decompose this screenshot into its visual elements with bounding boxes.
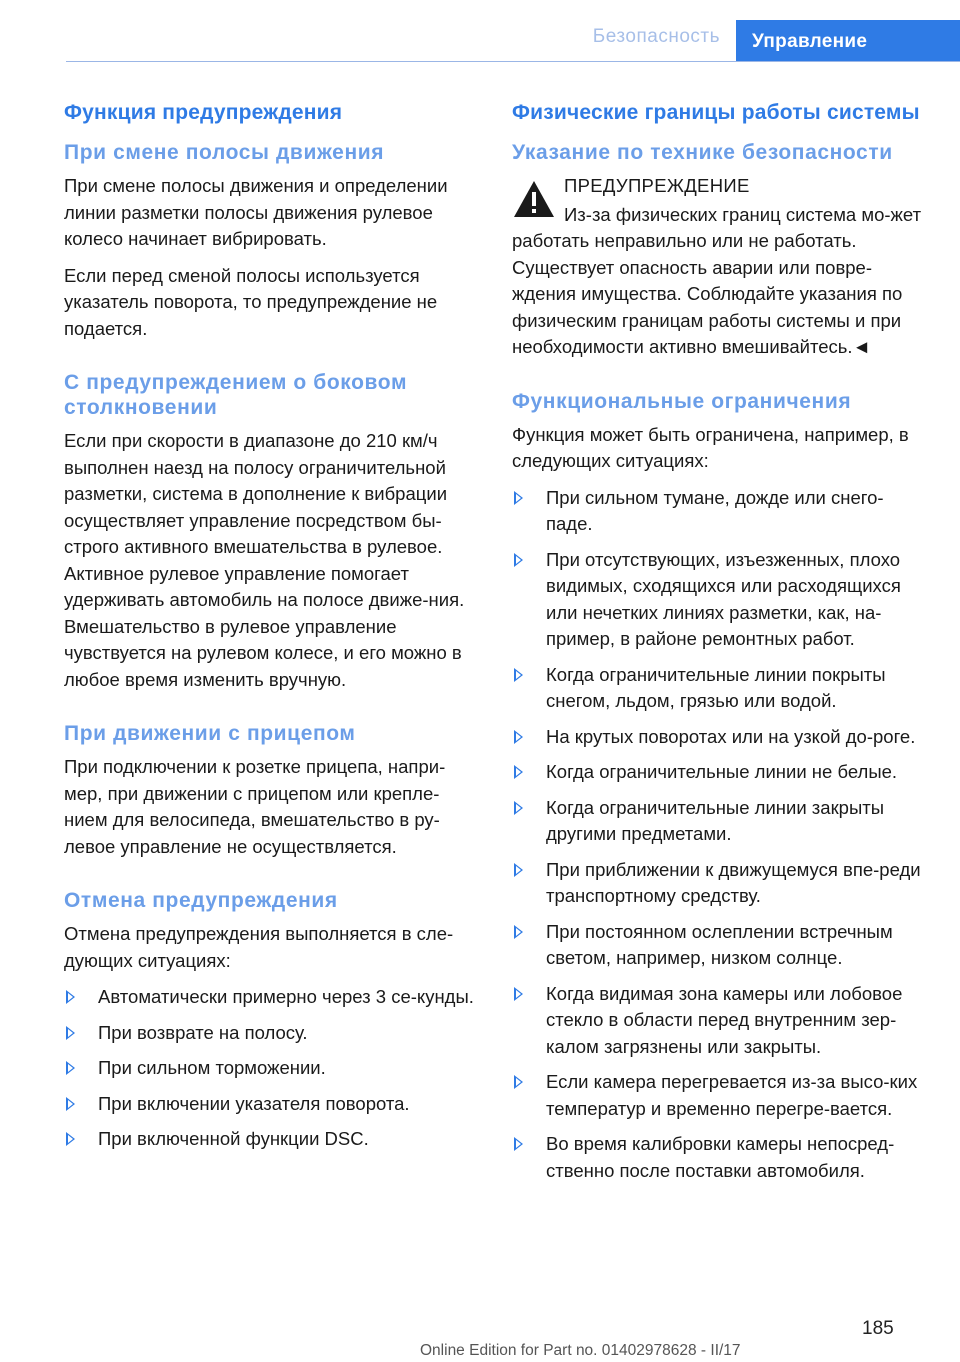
list-item: При включении указателя поворота. [64, 1091, 478, 1118]
section-title-warning-function: Функция предупреждения [64, 101, 343, 124]
bullet-triangle-icon [66, 1026, 75, 1040]
bullet-triangle-icon [514, 801, 523, 815]
heading-trailer: При движении с прицепом [64, 722, 356, 745]
paragraph-lane-change-1: При смене полосы движения и определении линии разметки полосы движения рулевое колесо начинает вибрировать. [64, 175, 448, 249]
section-title-physical-limits: Физические границы работы системы [512, 101, 920, 124]
left-column [64, 100, 478, 1162]
bullet-triangle-icon [66, 990, 75, 1004]
bullet-triangle-icon [514, 730, 523, 744]
list-item: При сильном торможении. [64, 1055, 478, 1082]
paragraph-trailer: При подключении к розетке прицепа, напри-мер, при движении с прицепом или крепле-нием для велосипеда, вмешательство в ру-левое управление не осуществляется. [64, 756, 446, 857]
bullet-triangle-icon [514, 987, 523, 1001]
warning-label: ПРЕДУПРЕЖДЕНИЕ [564, 175, 750, 196]
warning-text: Из-за физических границ система мо-жет работать неправильно или не работать. Существует опасность аварии или повре-ждения имущества. Соблюдайте указания по физическим границам работы системы и при необходимости активно вмешивайтесь.◄ [512, 203, 922, 357]
paragraph-cancel-warning: Отмена предупреждения выполняется в сле-дующих ситуациях: [64, 923, 454, 971]
bullet-triangle-icon [66, 1132, 75, 1146]
right-column [512, 100, 928, 1193]
list-item: Во время калибровки камеры непосред-ственно после поставки автомобиля. [512, 1131, 928, 1184]
header-rule [66, 61, 960, 62]
paragraph-functional-limits: Функция может быть ограничена, например, в следующих ситуациях: [512, 423, 909, 471]
bullet-triangle-icon [66, 1097, 75, 1111]
list-item: Если камера перегревается из-за высо-ких температур и временно перегре-вается. [512, 1069, 928, 1122]
paragraph-lane-change-2: Если перед сменой полосы используется указатель поворота, то предупреждение не подается. [64, 264, 438, 339]
bullet-triangle-icon [514, 925, 523, 939]
warning-block [512, 173, 928, 361]
tab-controls[interactable]: Управление [736, 20, 960, 62]
bullet-triangle-icon [66, 1061, 75, 1075]
list-item: Автоматически примерно через 3 се-кунды. [64, 984, 478, 1011]
tab-safety[interactable]: Безопасность [592, 26, 720, 47]
list-item: На крутых поворотах или на узкой до-роге. [512, 724, 928, 751]
list-item: Когда видимая зона камеры или лобовое стекло в области перед внутренним зер-калом загрязнены или закрыты. [512, 981, 928, 1061]
list-item: Когда ограничительные линии не белые. [512, 759, 928, 786]
heading-functional-limits: Функциональные ограничения [512, 389, 852, 413]
bullet-triangle-icon [514, 491, 523, 505]
cancel-warning-list [64, 984, 478, 1153]
bullet-triangle-icon [514, 1075, 523, 1089]
bullet-triangle-icon [514, 765, 523, 779]
paragraph-side-collision: Если при скорости в диапазоне до 210 км/ч выполнен наезд на полосу ограничительной разметки, система в дополнение к вибрации осуществляет управление посредством бы-строго активного вмешательства в рулевое. Активное рулевое управление помогает удерживать автомобиль на полосе движе-ния. Вмешательство в рулевое управление чувствуется на рулевом колесе, и его можно в любое время изменить вручную. [64, 430, 465, 690]
heading-side-collision: С предупреждением о боковом столкновении [64, 371, 408, 419]
heading-lane-change: При смене полосы движения [64, 141, 385, 164]
list-item: При включенной функции DSC. [64, 1126, 478, 1153]
edition-footer: Online Edition for Part no. 01402978628 - II/17 [420, 1342, 741, 1359]
heading-cancel-warning: Отмена предупреждения [64, 889, 338, 912]
list-item: При сильном тумане, дожде или снего-паде. [512, 485, 928, 538]
list-item: При постоянном ослеплении встречным светом, например, низком солнце. [512, 919, 928, 972]
functional-limits-list [512, 485, 928, 1185]
bullet-triangle-icon [514, 553, 523, 567]
bullet-triangle-icon [514, 668, 523, 682]
bullet-triangle-icon [514, 863, 523, 877]
list-item: Когда ограничительные линии покрыты снегом, льдом, грязью или водой. [512, 662, 928, 715]
warning-triangle-icon [512, 179, 556, 219]
heading-safety-note: Указание по технике безопасности [512, 141, 893, 164]
page-number: 185 [862, 1318, 894, 1339]
list-item: При возврате на полосу. [64, 1020, 478, 1047]
list-item: При отсутствующих, изъезженных, плохо видимых, сходящихся или расходящихся или нечетких линиях разметки, как, на-пример, в районе ремонтных работ. [512, 547, 928, 653]
page-header [66, 20, 960, 62]
bullet-triangle-icon [514, 1137, 523, 1151]
list-item: Когда ограничительные линии закрыты другими предметами. [512, 795, 928, 848]
list-item: При приближении к движущемуся впе-реди транспортному средству. [512, 857, 928, 910]
